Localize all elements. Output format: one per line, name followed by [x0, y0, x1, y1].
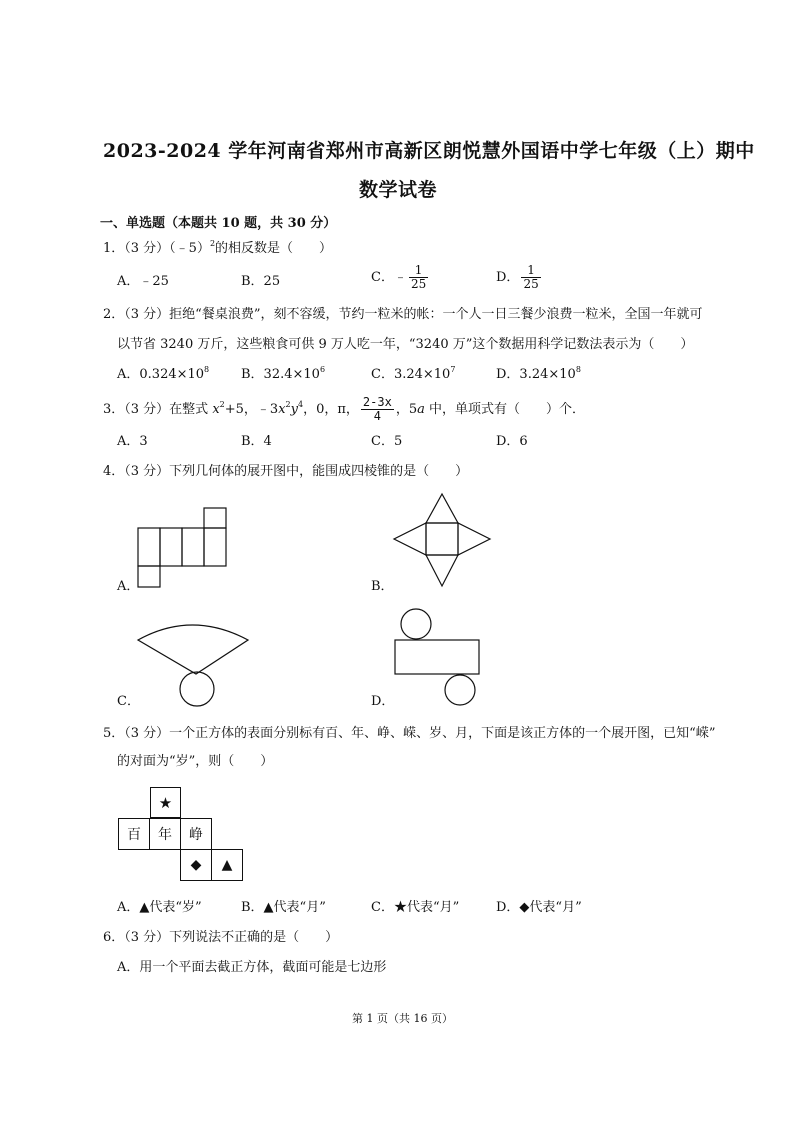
q4-figure-d-cylinder-net — [388, 606, 488, 708]
net-b-triangle-top — [426, 494, 458, 523]
q1-option-d — [496, 264, 543, 291]
net-c-sector — [138, 625, 248, 674]
net-b-square — [426, 523, 458, 555]
q3-option-b: B．4 — [241, 434, 272, 449]
q1-c-num: 1 — [414, 263, 423, 277]
q2-option-a — [117, 365, 209, 385]
q1-post: 的相反数是（ ） — [215, 241, 333, 256]
q5-cube-net — [118, 787, 248, 885]
q3-y-exp: 4 — [297, 400, 304, 409]
q4-figure-c-cone-net — [130, 612, 250, 708]
q1-c-den: 25 — [410, 277, 427, 291]
q3-t5: ，0，π， — [303, 402, 359, 417]
q1-pre: 1．（3 分）（﹣5） — [103, 241, 210, 256]
q1-exp: 2 — [209, 239, 216, 248]
q4-option-d: D． — [371, 694, 395, 709]
section-heading: 一、单选题（本题共 10 题，共 30 分） — [100, 216, 337, 231]
net-cell-star: ★ — [150, 787, 181, 818]
q2-option-c — [371, 365, 455, 385]
q3-fraction — [361, 396, 394, 423]
q4-figure-a-net — [130, 500, 230, 592]
page-title-line1: 2023-2024 学年河南省郑州市高新区朗悦慧外国语中学七年级（上）期中 — [103, 140, 755, 162]
question-1-stem — [103, 239, 332, 259]
page-title-line2: 数学试卷 — [359, 179, 438, 201]
question-3-stem — [103, 396, 585, 423]
question-4-stem: 4．（3 分）下列几何体的展开图中，能围成四棱锥的是（ ） — [103, 464, 469, 479]
q2-b-text: B．32.4×10 — [241, 367, 320, 382]
net-b-triangle-left — [394, 523, 426, 555]
q6-option-a: A．用一个平面去截正方体，截面可能是七边形 — [117, 960, 387, 975]
q1-d-label: D． — [496, 270, 520, 285]
net-b-triangle-bottom — [426, 555, 458, 586]
q3-option-d: D．6 — [496, 434, 528, 449]
net-a-face-2 — [160, 528, 182, 566]
q3-t2: +5，﹣3 — [224, 402, 279, 417]
page-footer: 第 1 页（共 16 页） — [352, 1012, 453, 1025]
net-cell-zheng: 峥 — [180, 818, 212, 850]
net-d-rectangle — [395, 640, 479, 674]
q5-option-b: B．▲代表“月” — [241, 900, 326, 915]
q2-d-exp: 8 — [575, 365, 581, 374]
q4-figure-b-pyramid-net — [390, 490, 494, 590]
q3-a: a — [417, 402, 425, 417]
question-5-line2: 的对面为“岁”，则（ ） — [117, 754, 274, 769]
q3-y: y — [290, 402, 298, 417]
question-2-line2: 以节省 3240 万斤，这些粮食可供 9 万人吃一年，“3240 万”这个数据用科学记数法表示为（ ） — [117, 337, 694, 352]
net-a-bottom-face — [138, 566, 160, 587]
q2-option-b — [241, 365, 325, 385]
q3-option-a: A．3 — [117, 434, 148, 449]
net-b-triangle-right — [458, 523, 490, 555]
net-d-circle-bottom — [445, 675, 475, 705]
net-cell-diamond: ◆ — [180, 849, 212, 881]
q1-option-b: B．25 — [241, 274, 281, 289]
q4-option-a: A． — [117, 579, 140, 594]
q2-d-text: D．3.24×10 — [496, 367, 576, 382]
q5-option-c: C．★代表“月” — [371, 900, 460, 915]
q2-c-exp: 7 — [450, 365, 456, 374]
net-d-circle-top — [401, 609, 431, 639]
q1-c-label: C．﹣ — [371, 270, 407, 285]
q2-a-exp: 8 — [204, 365, 210, 374]
q4-option-c: C． — [117, 694, 140, 709]
question-2-line1: 2．（3 分）拒绝“餐桌浪费”，刻不容缓，节约一粒米的帐：一个人一日三餐少浪费一粒米，全国一年就可 — [103, 307, 703, 322]
net-c-circle — [180, 672, 214, 706]
net-cell-bai: 百 — [118, 818, 150, 850]
q1-c-fraction — [409, 264, 428, 291]
question-5-line1: 5．（3 分）一个正方体的表面分别标有百、年、峥、嵘、岁、月，下面是该正方体的一个展开图，已知“嵘” — [103, 726, 716, 741]
q4-option-b: B． — [371, 579, 394, 594]
q2-b-exp: 6 — [319, 365, 326, 374]
net-cell-triangle: ▲ — [211, 849, 243, 881]
q2-a-text: A．0.324×10 — [117, 367, 205, 382]
q1-d-den: 25 — [523, 277, 539, 291]
q1-option-a: A．﹣25 — [117, 274, 169, 289]
q3-x2-exp: 2 — [285, 400, 291, 409]
net-a-face-1 — [138, 528, 160, 566]
question-6-stem: 6．（3 分）下列说法不正确的是（ ） — [103, 930, 339, 945]
net-cell-nian: 年 — [149, 818, 181, 850]
q3-t6: ，5 — [395, 402, 418, 417]
q3-frac-den: 4 — [361, 409, 394, 423]
q5-option-a: A．▲代表“岁” — [117, 900, 202, 915]
q3-option-c: C．5 — [371, 434, 403, 449]
q1-d-fraction — [521, 264, 540, 291]
q5-option-d: D．◆代表“月” — [496, 900, 582, 915]
q1-option-c — [371, 264, 430, 291]
q3-x2: x — [278, 402, 286, 417]
net-a-face-4 — [204, 528, 226, 566]
net-a-top-face — [204, 508, 226, 528]
q3-x: x — [212, 402, 220, 417]
q1-d-num: 1 — [527, 263, 535, 277]
q2-c-text: C．3.24×10 — [371, 367, 451, 382]
q3-pre: 3．（3 分）在整式 — [103, 402, 213, 417]
q3-x-exp: 2 — [219, 400, 225, 409]
q3-post: 中，单项式有（ ）个． — [424, 402, 585, 417]
q2-option-d — [496, 365, 581, 385]
q3-frac-num: 2-3x — [362, 395, 392, 409]
net-a-face-3 — [182, 528, 204, 566]
